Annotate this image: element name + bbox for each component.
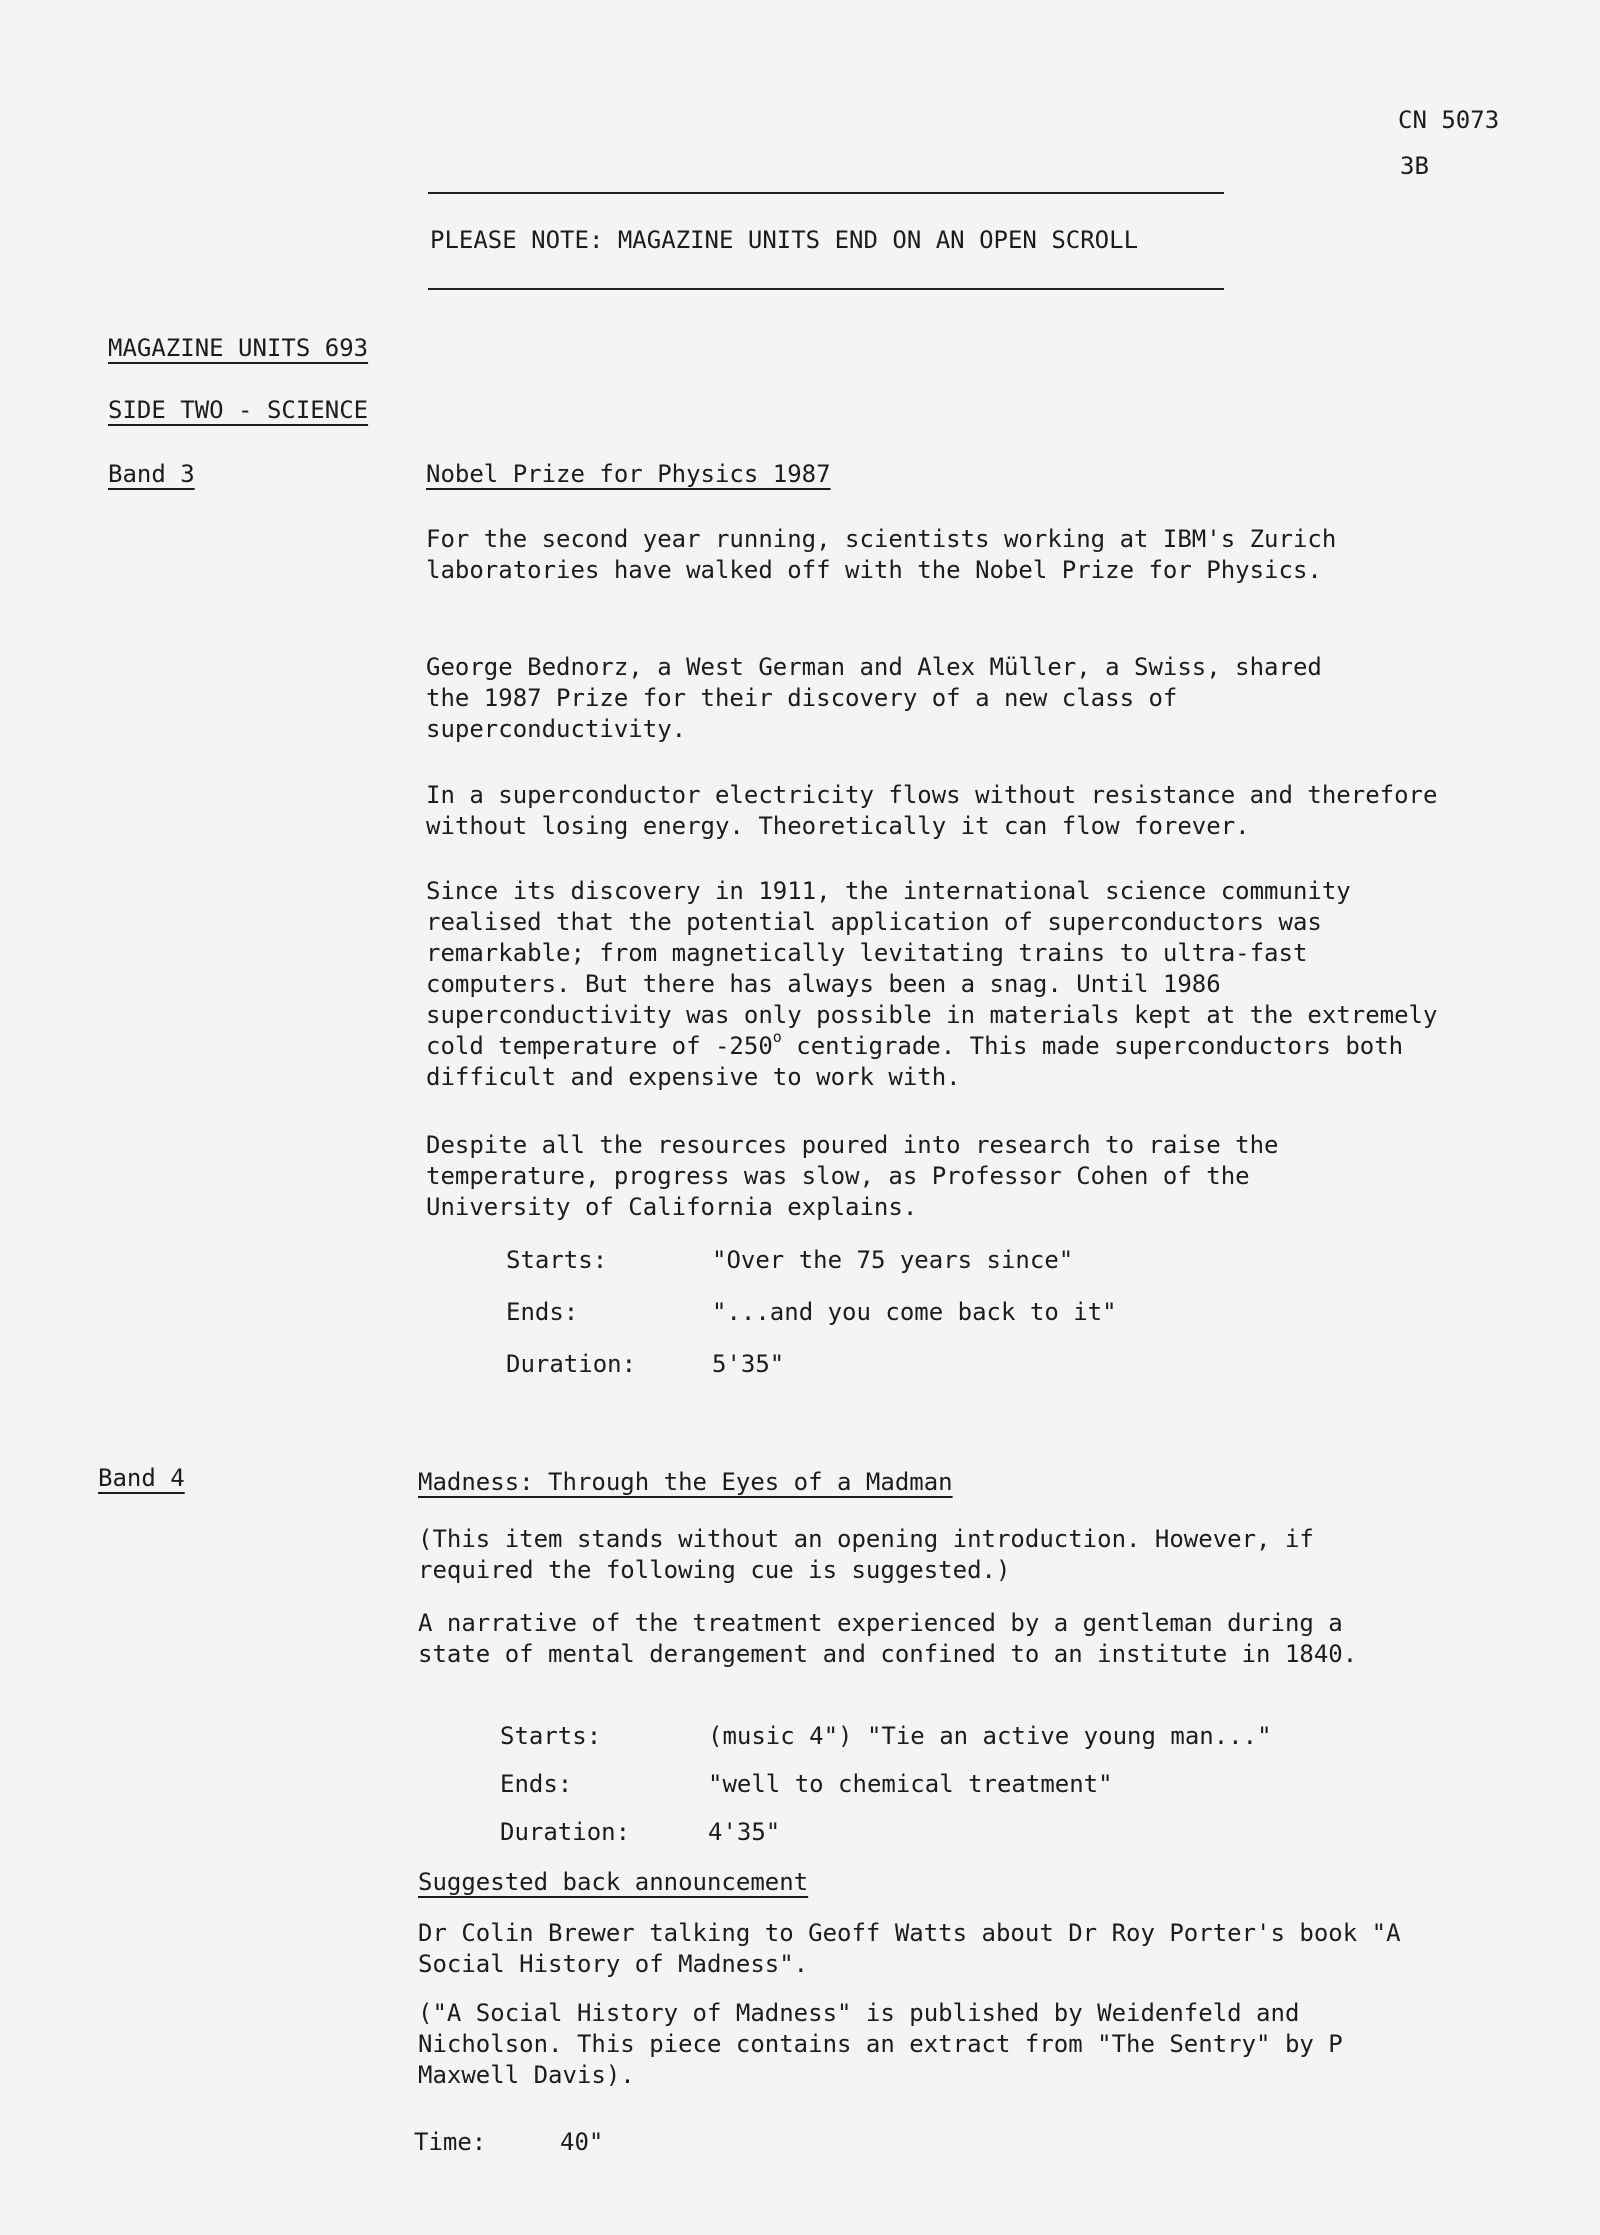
document-code: CN 5073 [1398,106,1500,134]
band-4-title: Madness: Through the Eyes of a Madman [418,1468,953,1496]
magazine-units-title: MAGAZINE UNITS 693 [108,334,369,362]
band-3-paragraph-2: George Bednorz, a West German and Alex Müller, a Swiss, shared the 1987 Prize for their discovery of a new class of superconductivity. [426,653,1322,743]
note-bottom-rule [428,288,1224,290]
degree-symbol: o [772,1028,782,1046]
band-3-paragraph-5: Despite all the resources poured into research to raise the temperature, progress was slow, as Professor Cohen of the University of California explains. [426,1131,1279,1221]
time-value: 40" [560,2128,604,2156]
band-4-starts-value: (music 4") "Tie an active young man..." [708,1722,1272,1750]
band-3-duration-label: Duration: [506,1350,637,1378]
band-3-title: Nobel Prize for Physics 1987 [426,460,831,488]
back-announcement-text: Dr Colin Brewer talking to Geoff Watts about Dr Roy Porter's book "A Social History of Madness". [418,1919,1401,1978]
band-4-starts-label: Starts: [500,1722,602,1750]
credit-text: ("A Social History of Madness" is published by Weidenfeld and Nicholson. This piece contains an extract from "The Sentry" by P Maxwell Davis). [418,1999,1343,2089]
band-4-ends-label: Ends: [500,1770,573,1798]
band-3-paragraph-1: For the second year running, scientists working at IBM's Zurich laboratories have walked off with the Nobel Prize for Physics. [426,525,1337,584]
band-4-duration-value: 4'35" [708,1818,781,1846]
band-4-intro: (This item stands without an opening introduction. However, if required the following cue is suggested.) [418,1525,1314,1584]
band-4-label: Band 4 [98,1464,185,1492]
back-announcement-heading: Suggested back announcement [418,1868,809,1896]
band-3-starts-value: "Over the 75 years since" [712,1246,1074,1274]
side-two-science-heading: SIDE TWO - SCIENCE [108,396,369,424]
paragraph-4-main: Since its discovery in 1911, the international science community realised that the potential application of superconductors was remarkable; from magnetically levitating trains to ultra-fast computers. But there has always been a snag. Until 1986 superconductivity was only possible in materials kept at the extremely cold temperature of -250 [426,877,1438,1060]
band-3-duration-value: 5'35" [712,1350,785,1378]
band-4-duration-label: Duration: [500,1818,631,1846]
page-reference: 3B [1400,152,1429,180]
band-4-ends-value: "well to chemical treatment" [708,1770,1113,1798]
band-3-paragraph-4 [426,876,1466,1093]
open-scroll-note: PLEASE NOTE: MAGAZINE UNITS END ON AN OPEN SCROLL [430,226,1139,254]
band-3-label: Band 3 [108,460,195,488]
band-3-starts-label: Starts: [506,1246,608,1274]
band-3-paragraph-3: In a superconductor electricity flows without resistance and therefore without losing energy. Theoretically it can flow forever. [426,781,1438,840]
paragraph-4-end: centigrade. This made superconductors both difficult and expensive to work with. [426,1032,1404,1091]
band-4-narrative: A narrative of the treatment experienced by a gentleman during a state of mental derangement and confined to an institute in 1840. [418,1609,1358,1668]
band-3-ends-label: Ends: [506,1298,579,1326]
time-label: Time: [414,2128,487,2156]
band-3-ends-value: "...and you come back to it" [712,1298,1117,1326]
note-top-rule [428,192,1224,194]
